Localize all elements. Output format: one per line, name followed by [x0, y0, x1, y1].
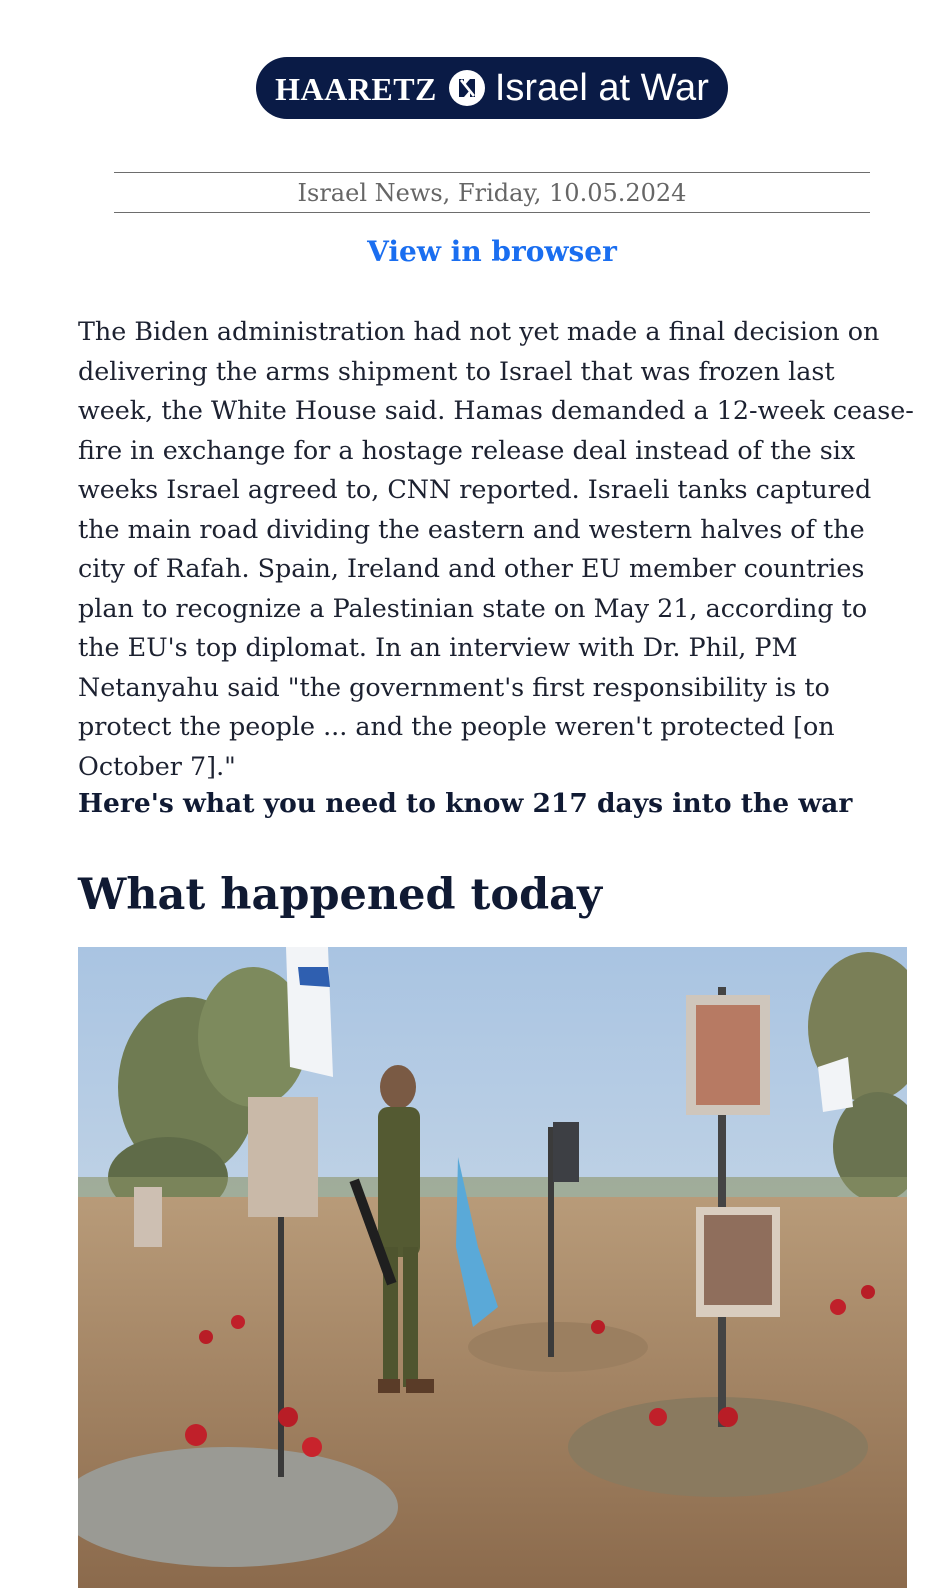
memorial-site-photo[interactable] [78, 947, 907, 1588]
days-into-war-subheading: Here's what you need to know 217 days into the war [78, 788, 853, 819]
haaretz-h-icon [449, 70, 485, 106]
brand-name: HAARETZ [275, 70, 437, 107]
dateline-bottom-divider [114, 212, 870, 213]
haaretz-israel-at-war-logo[interactable] [256, 57, 728, 119]
view-in-browser-link[interactable]: View in browser [367, 235, 617, 268]
intro-paragraph: The Biden administration had not yet made a final decision on delivering the arms shipment to Israel that was frozen last week, the White House said. Hamas demanded a 12-week cease-fire in exchange for a hostage release deal instead of the six weeks Israel agreed to, CNN reported. Israeli tanks captured the main road dividing the eastern and western halves of the city of Rafah. Spain, Ireland and other EU member countries plan to recognize a Palestinian state on May 21, according to the EU's top diplomat. In an interview with Dr. Phil, PM Netanyahu said "the government's first responsibility is to protect the people ... and the people weren't protected [on October 7]." [78, 316, 914, 781]
what-happened-today-title: What happened today [78, 870, 602, 920]
dateline: Israel News, Friday, 10.05.2024 [297, 179, 687, 207]
dateline-top-divider [114, 172, 870, 173]
section-name: Israel at War [494, 66, 709, 109]
